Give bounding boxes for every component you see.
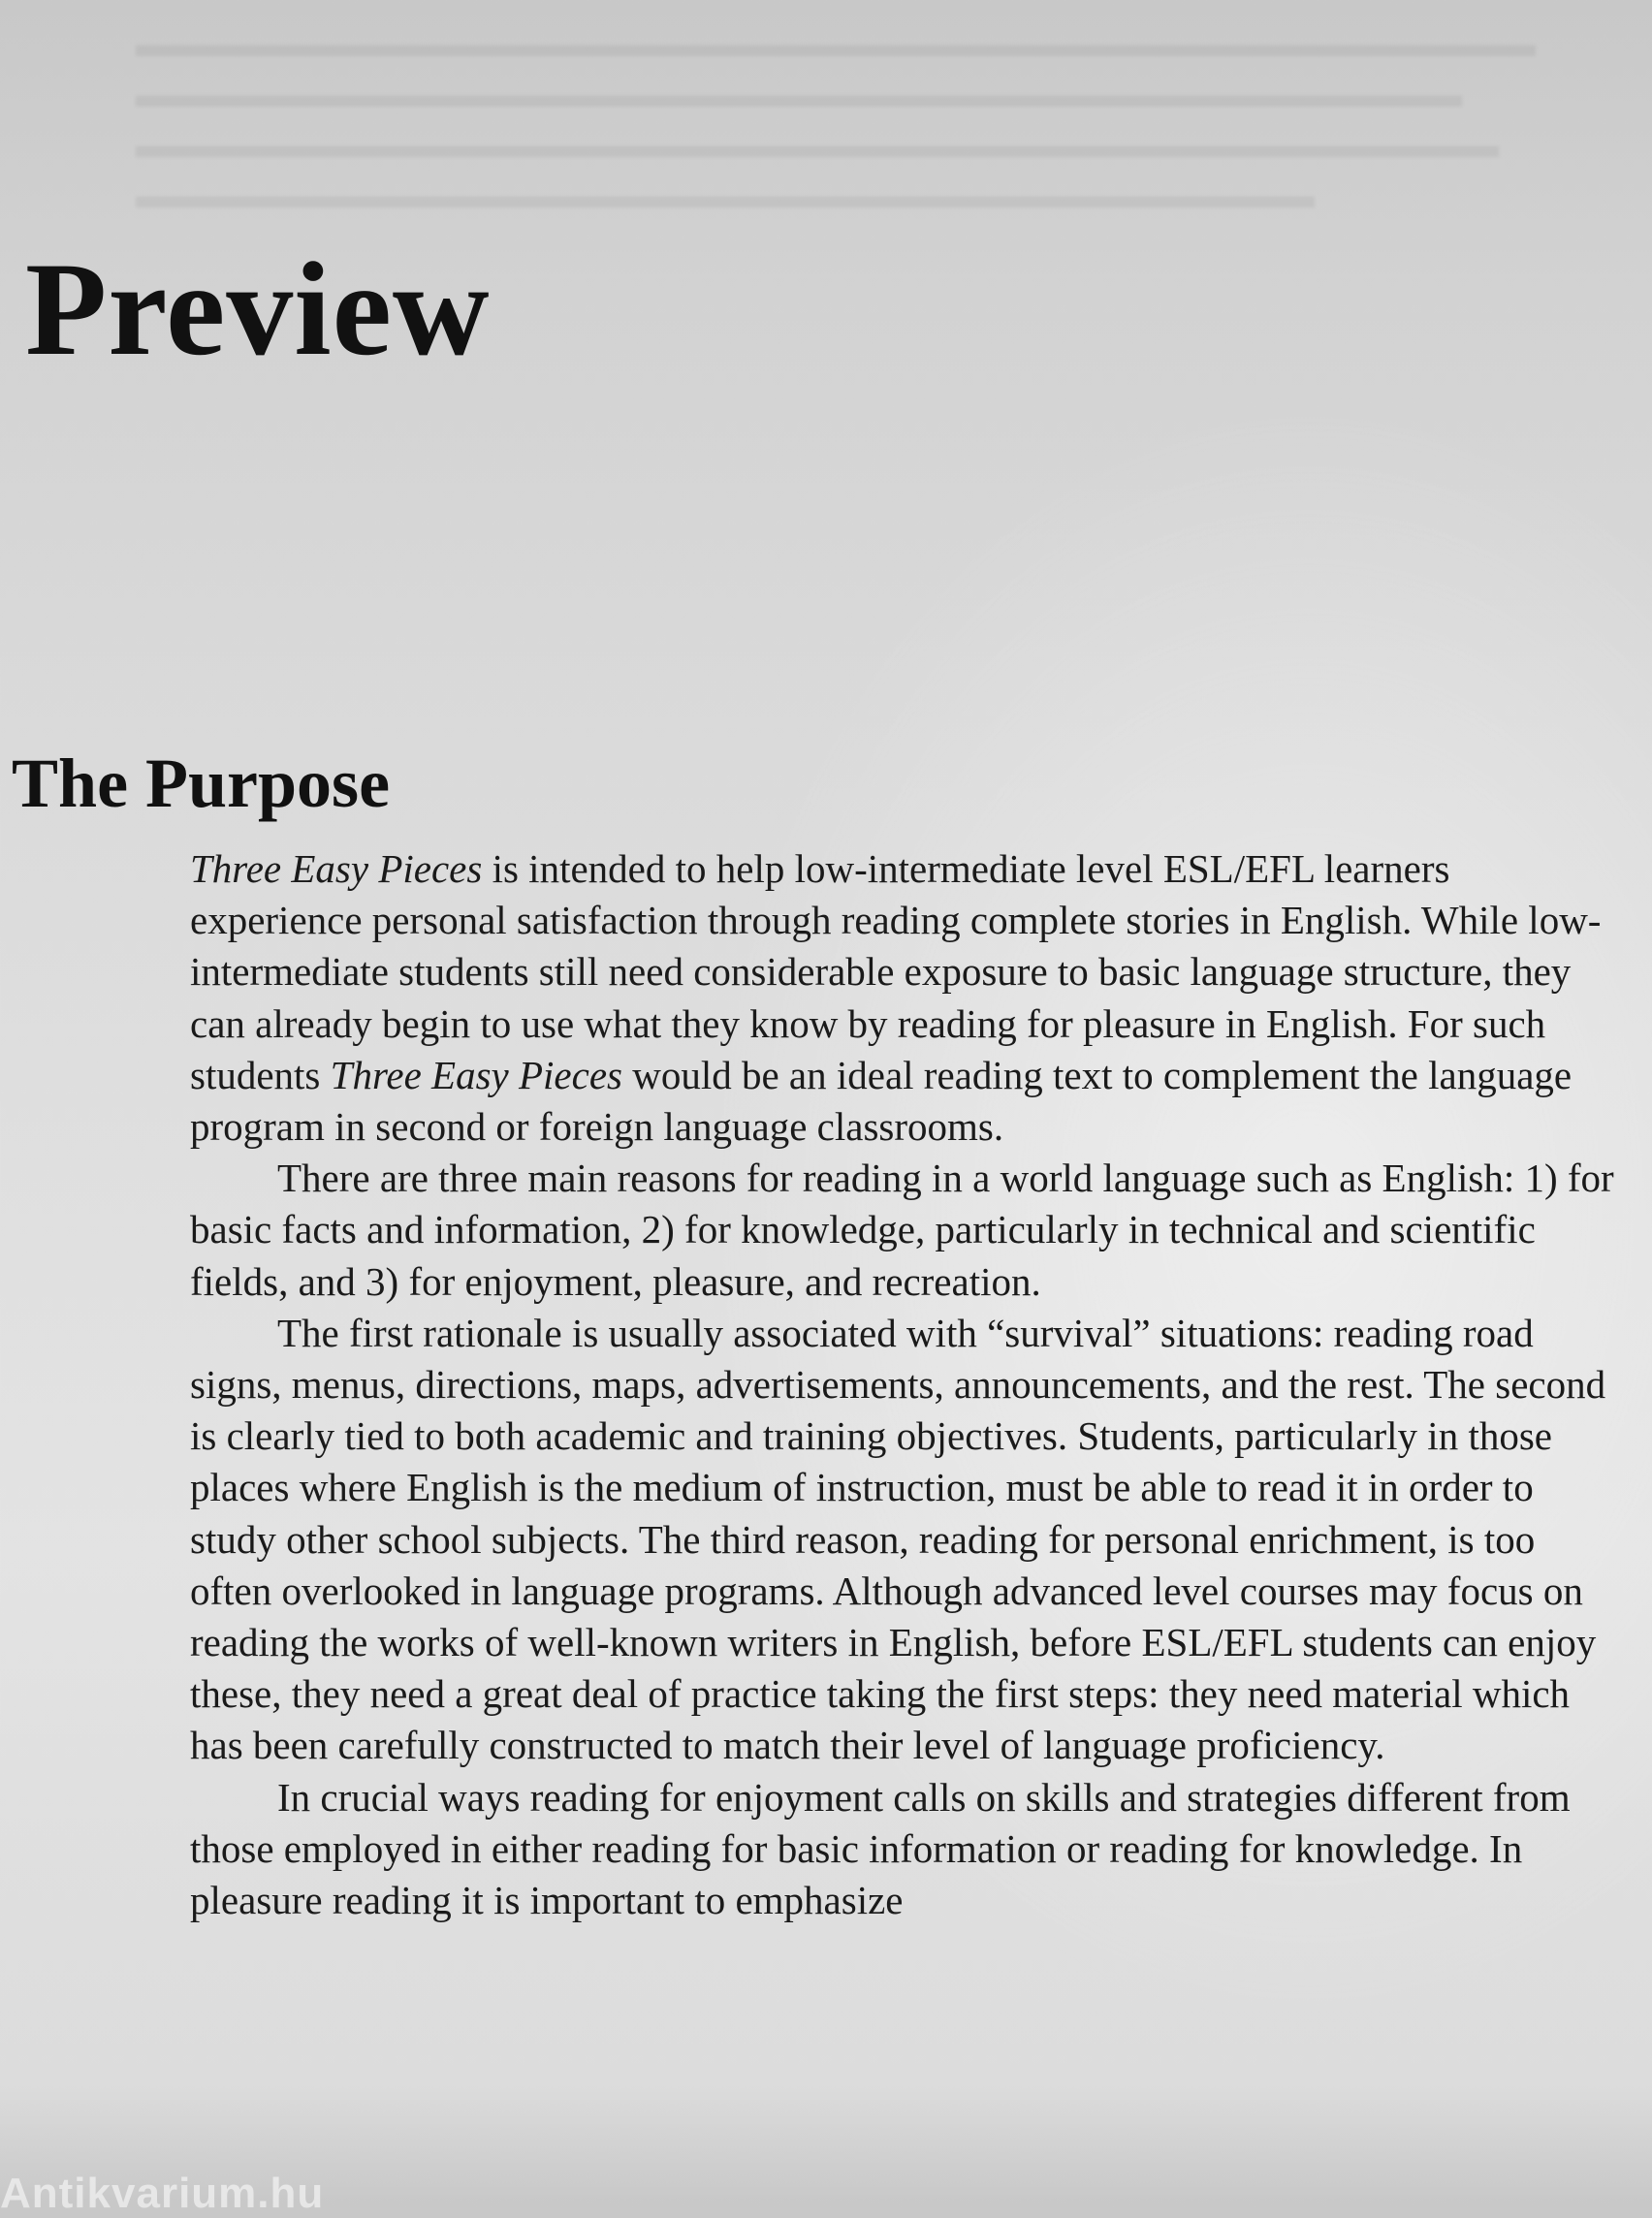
- paragraph-1: [190, 843, 1619, 1153]
- body-text: [190, 843, 1619, 1926]
- show-through-text: ▬▬▬▬▬▬▬▬▬▬▬▬▬▬▬▬▬▬▬▬▬▬▬▬▬▬▬▬▬▬▬▬▬▬▬▬▬: [136, 125, 1499, 166]
- section-heading: The Purpose: [12, 745, 391, 822]
- show-through-text: ▬▬▬▬▬▬▬▬▬▬▬▬▬▬▬▬▬▬▬▬▬▬▬▬▬▬▬▬▬▬▬▬▬▬▬▬▬▬: [136, 24, 1536, 65]
- book-title: Three Easy Pieces: [190, 846, 483, 891]
- chapter-title: Preview: [25, 235, 491, 383]
- show-through-text: ▬▬▬▬▬▬▬▬▬▬▬▬▬▬▬▬▬▬▬▬▬▬▬▬▬▬▬▬▬▬▬▬: [136, 175, 1315, 216]
- show-through-text: ▬▬▬▬▬▬▬▬▬▬▬▬▬▬▬▬▬▬▬▬▬▬▬▬▬▬▬▬▬▬▬▬▬▬▬▬: [136, 75, 1462, 115]
- book-title: Three Easy Pieces: [330, 1052, 622, 1097]
- paragraph-3: The first rationale is usually associated with “survival” situations: reading road signs, menus, directions, maps, advertisements, announcements, and the rest. The second is clearly tied to both academic and training objectives. Students, particularly in those places where English is the medium of instruction, must be able to read it in order to study other school subjects. The third reason, reading for personal enrichment, is too often overlooked in language programs. Although advanced level courses may focus on reading the works of well-known writers in English, before ESL/EFL students can enjoy these, they need a great deal of practice taking the first steps: they need material which has been carefully constructed to match their level of language proficiency.: [190, 1310, 1606, 1768]
- paragraph-1-text-a: is intended to help low-intermediate level ESL/EFL learners experience personal satisfaction through reading complete stories in English. While low-intermediate students still need considerable exposure to basic language structure, they can already begin to use what they know by reading for pleasure in English. For such students: [190, 846, 1602, 1097]
- paragraph-4: In crucial ways reading for enjoyment calls on skills and strategies different from those employed in either reading for basic information or reading for knowledge. In pleasure reading it is important to emphasize: [190, 1774, 1571, 1923]
- paragraph-2: There are three main reasons for reading in a world language such as English: 1) for basic facts and information, 2) for knowledge, particularly in technical and scientific fields, and 3) for enjoyment, pleasure, and recreation.: [190, 1156, 1614, 1304]
- paragraph-1-text-b: would be an ideal reading text to complement the language program in second or foreign language classrooms.: [190, 1052, 1573, 1150]
- watermark: Antikvarium.hu: [0, 2170, 325, 2217]
